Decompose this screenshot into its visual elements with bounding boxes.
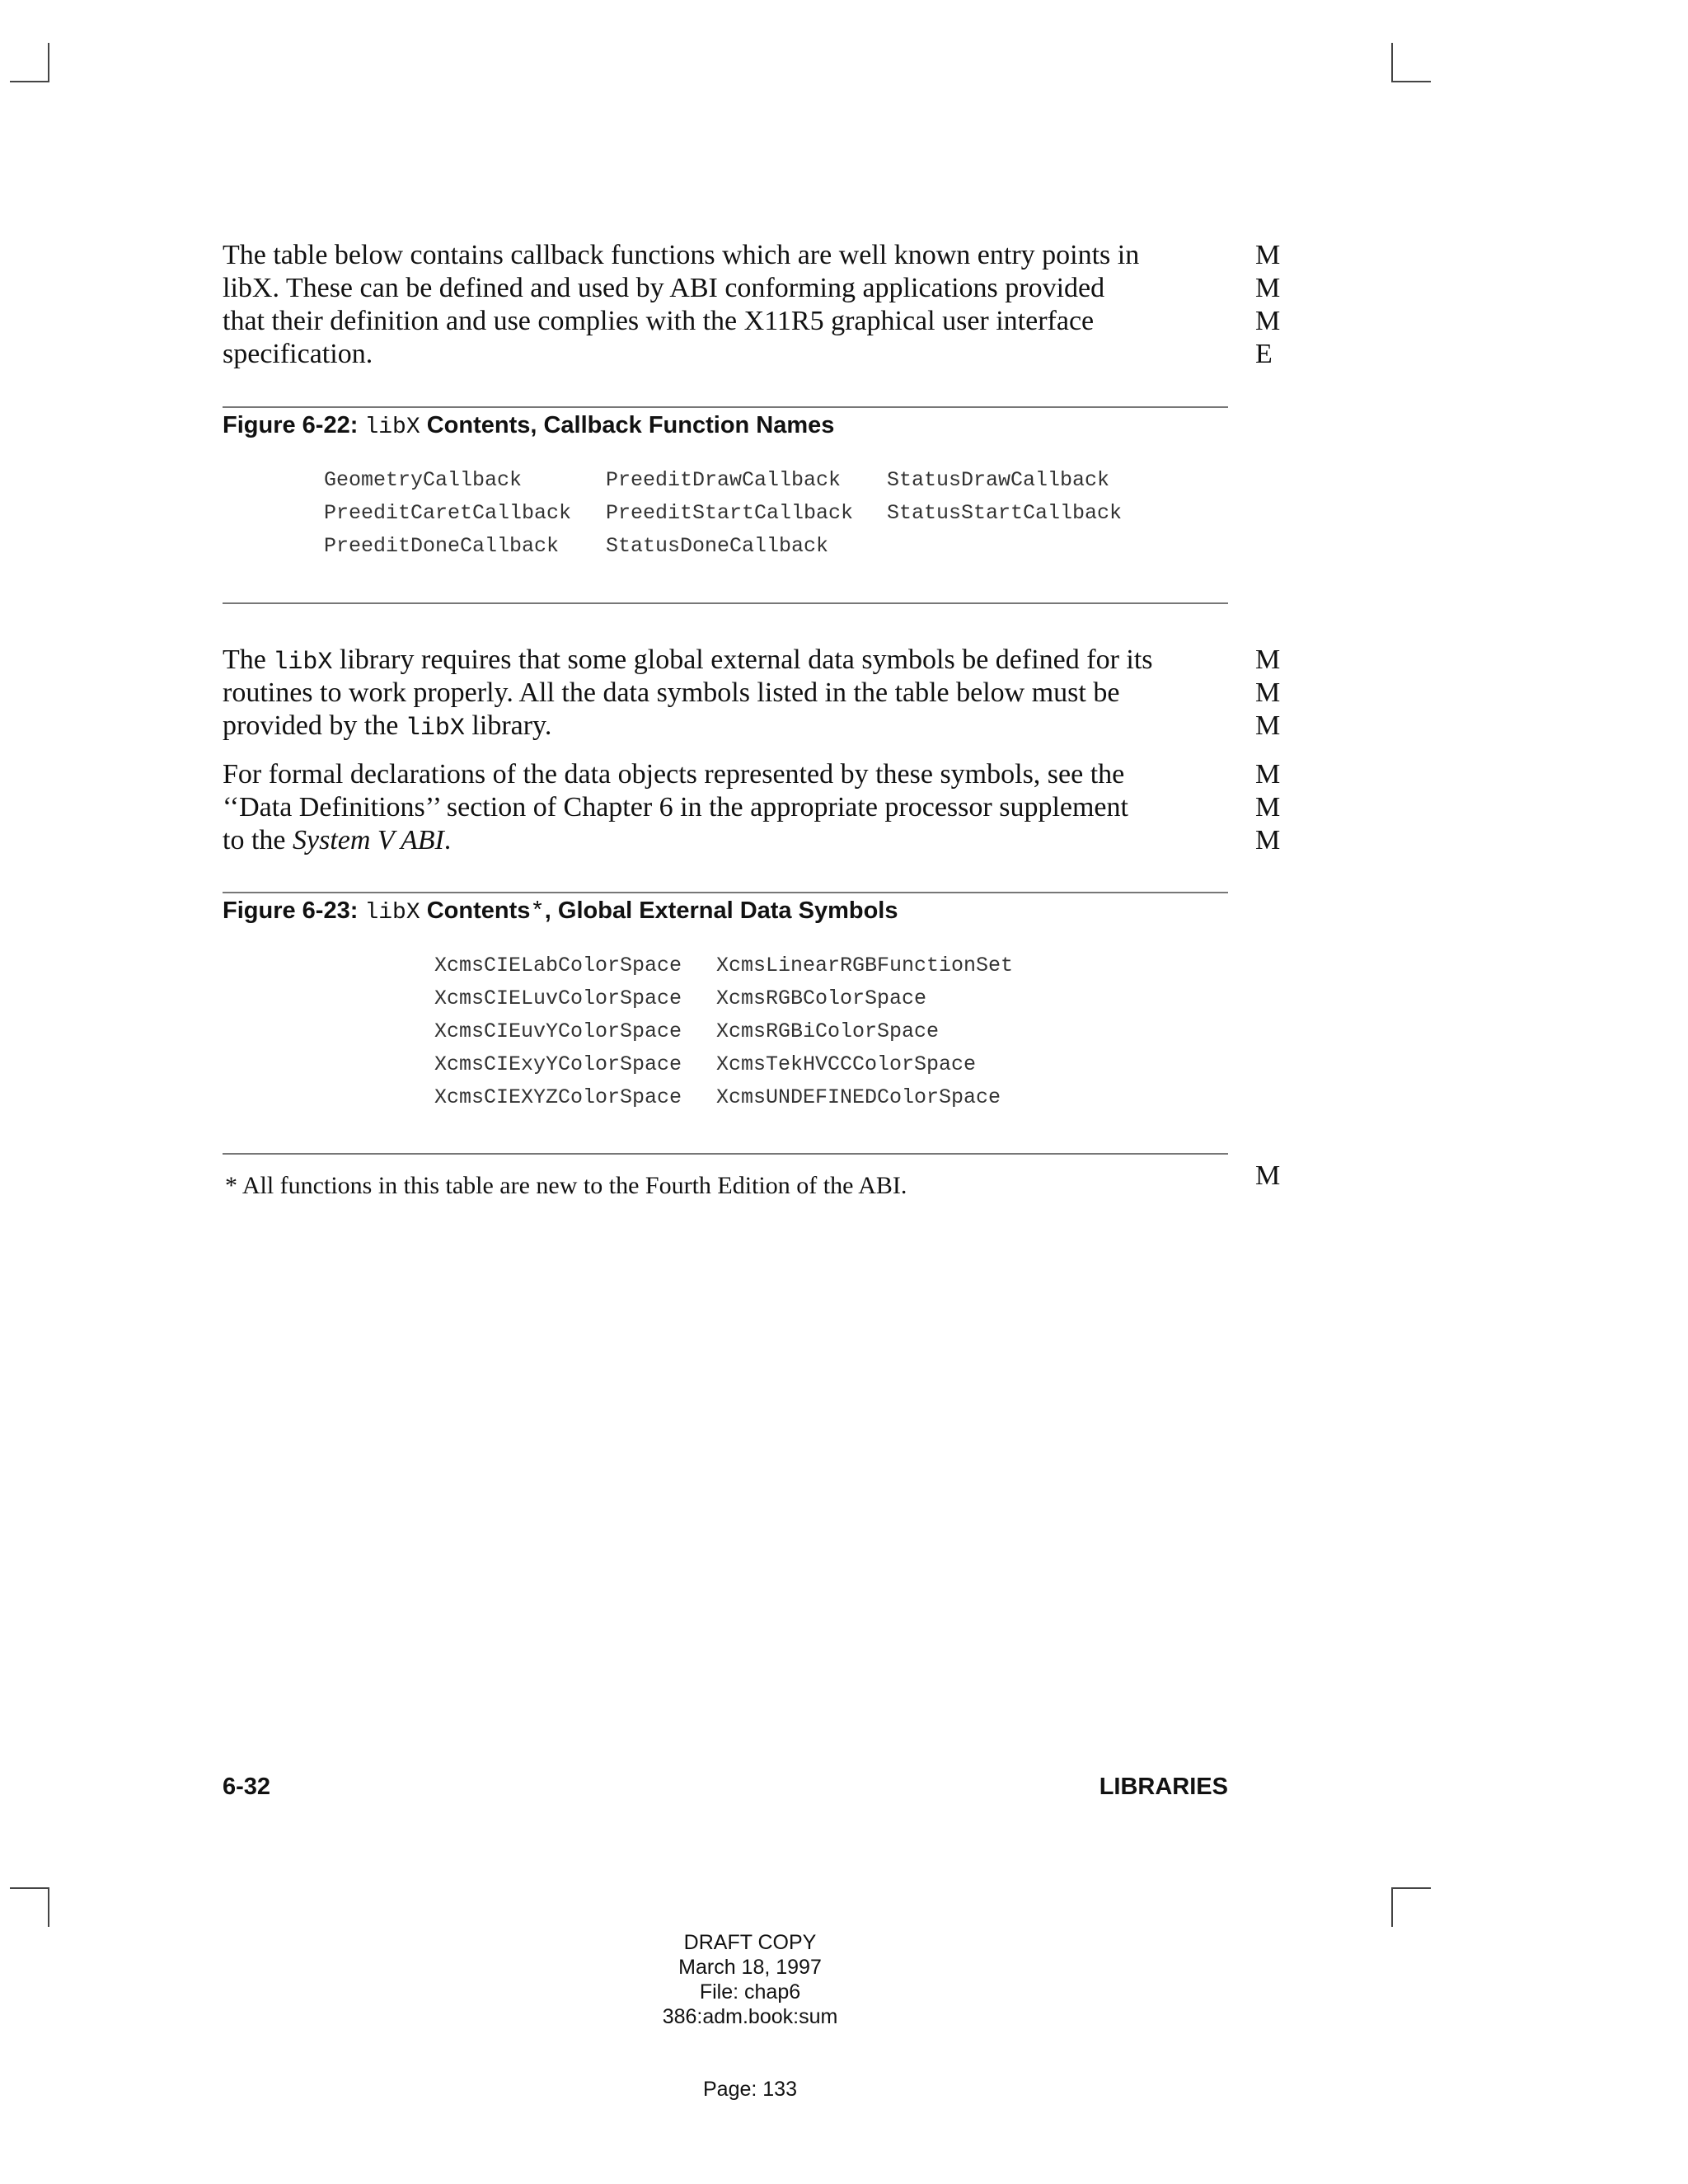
text-fragment: library requires that some global external data symbols be defined for its: [332, 644, 1153, 675]
table-row: [434, 1015, 1013, 1048]
draft-copy-block: [577, 1930, 923, 2029]
table-cell: XcmsRGBColorSpace: [716, 987, 927, 1010]
table-cell: XcmsCIEuvYColorSpace: [434, 1019, 682, 1043]
change-mark: M: [1255, 1160, 1281, 1191]
table-row: [434, 1048, 1013, 1081]
table-cell: StatusStartCallback: [887, 501, 1123, 525]
change-marks-p2: [1255, 644, 1280, 743]
section-title: LIBRARIES: [1099, 1774, 1228, 1800]
draft-line: File: chap6: [699, 1980, 801, 2004]
crop-mark-bottom-left-h: [10, 1887, 49, 1889]
table-row: [324, 530, 1122, 563]
callback-function-table: [324, 464, 1122, 563]
figure-6-22-bottom-rule: [223, 602, 1228, 604]
page-number-label: 6-32: [223, 1774, 271, 1800]
table-row: [434, 982, 1013, 1015]
figure-code: libX: [364, 900, 420, 926]
draft-line: 386:adm.book:sum: [662, 2005, 838, 2028]
table-row: [434, 1081, 1013, 1114]
figure-label: Figure 6-22:: [223, 412, 359, 438]
crop-mark-bottom-right-h: [1391, 1887, 1431, 1889]
table-cell: StatusDoneCallback: [606, 534, 829, 558]
text-fragment: The: [223, 644, 274, 675]
table-footnote: * All functions in this table are new to the Fourth Edition of the ABI.: [225, 1172, 907, 1199]
change-mark: M: [1255, 240, 1281, 270]
table-cell: XcmsTekHVCCColorSpace: [716, 1052, 977, 1076]
draft-page-number: Page: 133: [703, 2078, 797, 2101]
table-cell: PreeditCaretCallback: [324, 501, 572, 525]
table-cell: XcmsLinearRGBFunctionSet: [716, 954, 1014, 977]
intro-line-3: that their definition and use complies with the X11R5 graphical user interface: [223, 306, 1095, 336]
change-mark: M: [1255, 306, 1281, 336]
change-marks-p3: [1255, 758, 1280, 857]
data-symbols-line-1: [223, 644, 1245, 677]
data-symbols-line-3: [223, 710, 1245, 743]
change-mark: M: [1255, 677, 1281, 708]
declarations-line-1: For formal declarations of the data objects represented by these symbols, see the: [223, 759, 1125, 790]
italic-title: System V ABI: [292, 825, 444, 855]
change-mark: E: [1255, 339, 1273, 369]
crop-mark-top-left-h: [10, 81, 49, 82]
change-mark: M: [1255, 273, 1281, 303]
table-cell: XcmsCIELuvColorSpace: [434, 987, 682, 1010]
intro-line-4: specification.: [223, 339, 373, 369]
declarations-line-3: [223, 824, 1245, 857]
figure-title: Contents, Callback Function Names: [426, 412, 835, 438]
text-fragment: library.: [464, 710, 552, 741]
table-cell: PreeditDoneCallback: [324, 534, 560, 558]
figure-6-23-caption: [223, 898, 898, 926]
table-row: [324, 497, 1122, 530]
table-cell: PreeditStartCallback: [606, 501, 854, 525]
change-marks-footnote: [1255, 1160, 1280, 1193]
draft-line: March 18, 1997: [678, 1956, 822, 1979]
intro-line-2: libX. These can be defined and used by ABI conforming applications provided: [223, 273, 1105, 303]
change-mark: M: [1255, 759, 1281, 790]
table-cell: StatusDrawCallback: [887, 468, 1110, 492]
figure-title: , Global External Data Symbols: [544, 898, 898, 924]
figure-title: Contents: [426, 898, 531, 924]
table-row: [434, 949, 1013, 982]
change-mark: M: [1255, 792, 1281, 823]
crop-mark-bottom-left-v: [48, 1887, 49, 1927]
crop-mark-top-left-v: [48, 43, 49, 82]
inline-code: libX: [405, 715, 465, 743]
data-symbols-paragraph: [223, 644, 1245, 743]
change-mark: M: [1255, 825, 1281, 855]
asterisk: *: [530, 898, 545, 926]
crop-mark-bottom-right-v: [1391, 1887, 1393, 1927]
declarations-line-2: ‘‘Data Definitions’’ section of Chapter 6 in the appropriate processor supplement: [223, 792, 1128, 823]
table-cell: XcmsRGBiColorSpace: [716, 1019, 940, 1043]
crop-mark-top-right-v: [1391, 43, 1393, 82]
figure-label: Figure 6-23:: [223, 898, 359, 924]
inline-code: libX: [273, 649, 333, 677]
figure-6-22-caption: [223, 412, 834, 440]
table-row: [324, 464, 1122, 497]
change-mark: M: [1255, 644, 1281, 675]
figure-6-23-bottom-rule: [223, 1153, 1228, 1155]
data-symbols-line-2: routines to work properly. All the data symbols listed in the table below must be: [223, 677, 1120, 708]
change-mark: M: [1255, 710, 1281, 741]
figure-6-23-top-rule: [223, 892, 1228, 893]
table-cell: XcmsUNDEFINEDColorSpace: [716, 1085, 1001, 1109]
table-cell: PreeditDrawCallback: [606, 468, 842, 492]
change-marks-p1: [1255, 239, 1280, 371]
table-cell: GeometryCallback: [324, 468, 523, 492]
data-symbols-table: [434, 949, 1013, 1114]
text-fragment: provided by the: [223, 710, 406, 741]
figure-code: libX: [364, 415, 420, 440]
draft-line: DRAFT COPY: [683, 1931, 817, 1954]
text-fragment: to the: [223, 825, 293, 855]
intro-line-1: The table below contains callback functions which are well known entry points in: [223, 240, 1140, 270]
declarations-paragraph: [223, 758, 1245, 857]
crop-mark-top-right-h: [1391, 81, 1431, 82]
table-cell: XcmsCIExyYColorSpace: [434, 1052, 682, 1076]
table-cell: XcmsCIELabColorSpace: [434, 954, 682, 977]
text-fragment: .: [443, 825, 452, 855]
figure-6-22-top-rule: [223, 406, 1228, 408]
table-cell: XcmsCIEXYZColorSpace: [434, 1085, 682, 1109]
intro-paragraph: [223, 239, 1245, 371]
